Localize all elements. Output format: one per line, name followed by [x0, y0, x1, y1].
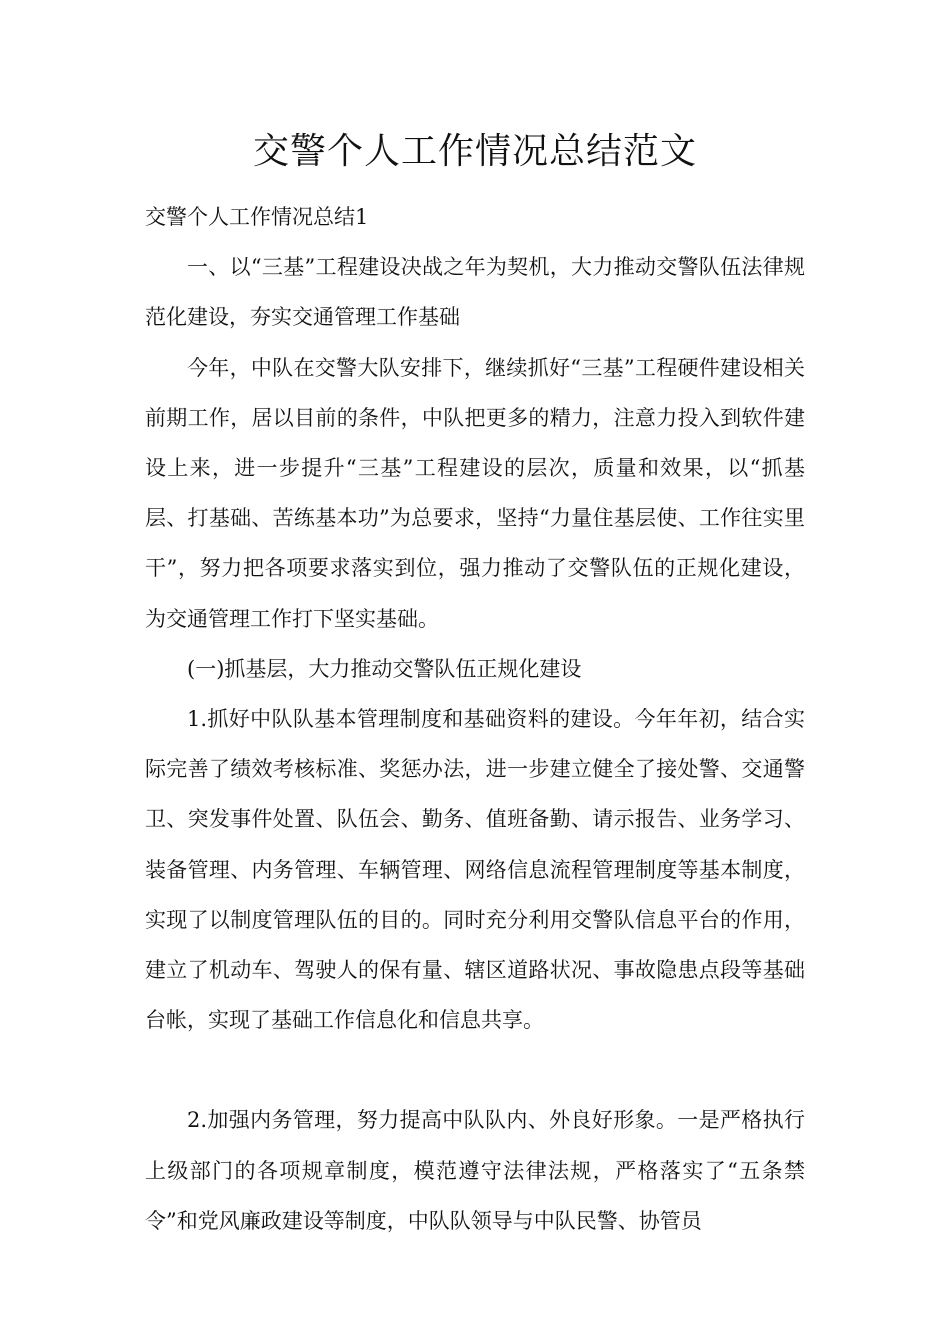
document-page: [145, 128, 805, 1246]
list-item-1: 1.抓好中队队基本管理制度和基础资料的建设。今年年初，结合实际完善了绩效考核标准、奖惩办法，进一步建立健全了接处警、交通警卫、突发事件处置、队伍会、勤务、值班备勤、请示报告、业务学习、装备管理、内务管理、车辆管理、网络信息流程管理制度等基本制度，实现了以制度管理队伍的目的。同时充分利用交警队信息平台的作用，建立了机动车、驾驶人的保有量、辖区道路状况、事故隐患点段等基础台帐，实现了基础工作信息化和信息共享。: [145, 707, 805, 1033]
section-heading: 一、以“三基”工程建设决战之年为契机，大力推动交警队伍法律规范化建设，夯实交通管理工作基础: [145, 255, 805, 330]
paragraph-gap: [145, 1045, 805, 1095]
sub-heading: (一)抓基层，大力推动交警队伍正规化建设: [187, 656, 582, 681]
document-subtitle: 交警个人工作情况总结1: [145, 205, 369, 229]
body-paragraph: 今年，中队在交警大队安排下，继续抓好“三基”工程硬件建设相关前期工作，居以目前的条件，中队把更多的精力，注意力投入到软件建设上来，进一步提升“三基”工程建设的层次，质量和效果，以“抓基层、打基础、苦练基本功”为总要求，坚持“力量住基层使、工作往实里干”，努力把各项要求落实到位，强力推动了交警队伍的正规化建设，为交通管理工作打下坚实基础。: [145, 355, 805, 631]
document-title: 交警个人工作情况总结范文: [252, 131, 697, 172]
list-item-2: 2.加强内务管理，努力提高中队队内、外良好形象。一是严格执行上级部门的各项规章制度，模范遵守法律法规，严格落实了“五条禁令”和党风廉政建设等制度，中队队领导与中队民警、协管员: [145, 1108, 805, 1233]
